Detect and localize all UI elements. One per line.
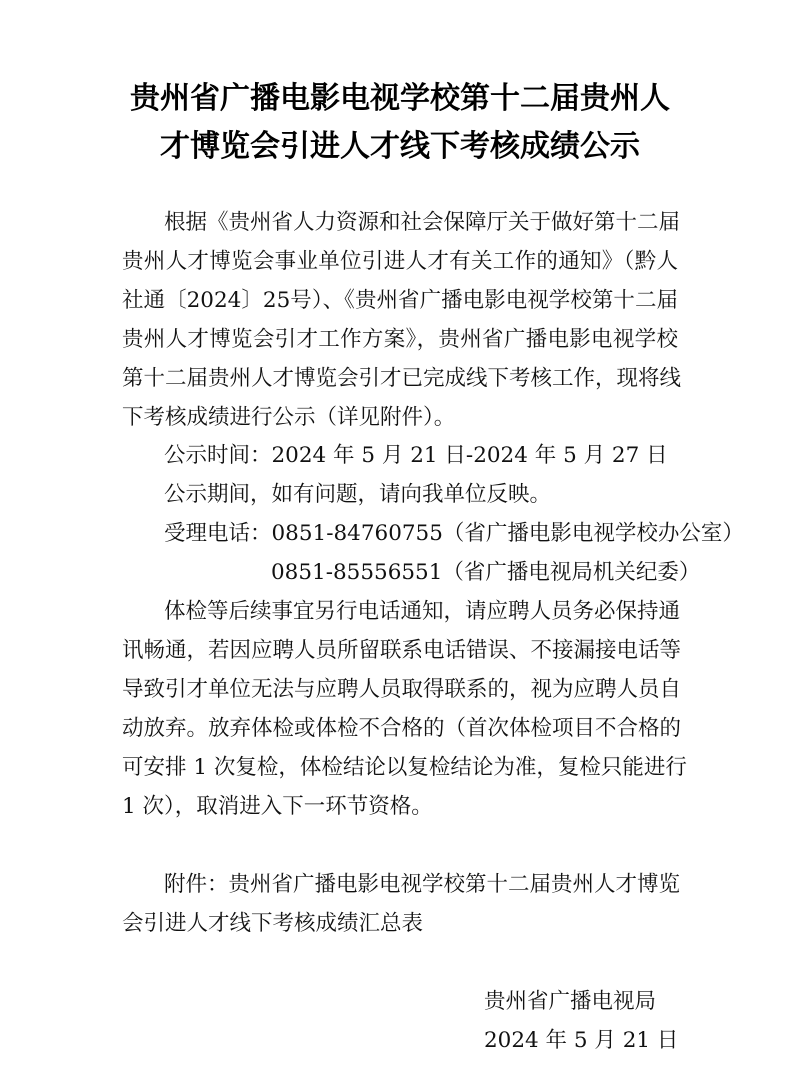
paragraph2-line-6: 1 次），取消进入下一环节资格。 [122,794,433,819]
paragraph1-line-6: 下考核成绩进行公示（详见附件）。 [122,405,456,430]
paragraph2-line-1: 体检等后续事宜另行电话通知，请应聘人员务必保持通 [164,599,681,624]
signature-organization: 贵州省广播电视局 [484,989,657,1014]
attachment-line-2: 会引进人才线下考核成绩汇总表 [122,911,424,936]
paragraph2-line-5: 可安排 1 次复检，体检结论以复检结论为准，复检只能进行 [122,755,687,780]
phone-line-2: 0851-85556551（省广播电视局机关纪委） [271,560,701,585]
paragraph1-line-3: 社通〔2024〕25号）、《贵州省广播电影电视学校第十二届 [122,288,678,313]
paragraph1-line-2: 贵州人才博览会事业单位引进人才有关工作的通知》（黔人 [122,249,678,274]
signature-date: 2024 年 5 月 21 日 [484,1028,679,1053]
publicity-period: 公示期间，如有问题，请向我单位反映。 [164,482,552,507]
document-title-line-1: 贵州省广播电影电视学校第十二届贵州人 [130,81,670,116]
paragraph1-line-5: 第十二届贵州人才博览会引才已完成线下考核工作，现将线 [122,366,682,391]
publicity-time: 公示时间：2024 年 5 月 21 日-2024 年 5 月 27 日 [164,443,668,468]
paragraph2-line-2: 讯畅通，若因应聘人员所留联系电话错误、不接漏接电话等 [122,638,682,663]
document-title-line-2: 才博览会引进人才线下考核成绩公示 [160,129,640,164]
attachment-line-1: 附件：贵州省广播电影电视学校第十二届贵州人才博览 [164,872,681,897]
paragraph2-line-3: 导致引才单位无法与应聘人员取得联系的，视为应聘人员自 [122,677,682,702]
paragraph1-line-4: 贵州人才博览会引才工作方案》，贵州省广播电影电视学校 [122,327,678,352]
paragraph2-line-4: 动放弃。放弃体检或体检不合格的（首次体检项目不合格的 [122,716,682,741]
phone-line-1: 受理电话：0851-84760755（省广播电影电视学校办公室） [164,521,744,546]
paragraph1-line-1: 根据《贵州省人力资源和社会保障厅关于做好第十二届 [164,210,681,235]
